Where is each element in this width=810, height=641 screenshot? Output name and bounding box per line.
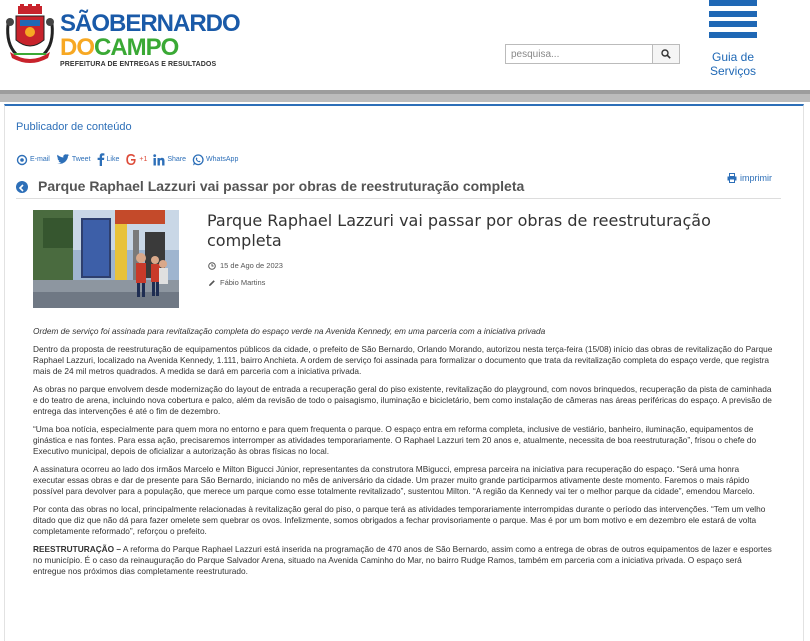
guia-label-line1: Guia de	[711, 50, 755, 64]
pencil-icon	[208, 279, 216, 287]
article-lead: Ordem de serviço foi assinada para revitalização completa do espaço verde na Avenida Kennedy, em uma parceria com a iniciativa privada	[33, 326, 546, 336]
whatsapp-icon	[192, 154, 204, 166]
share-google-plus[interactable]	[125, 154, 147, 166]
share-google-plus-label: +1	[139, 156, 148, 163]
share-email[interactable]	[16, 154, 50, 166]
print-label: imprimir	[740, 173, 772, 183]
logo-tagline: PREFEITURA DE ENTREGAS E RESULTADOS	[60, 61, 217, 68]
logo-do: DO	[60, 34, 94, 61]
article-thumbnail[interactable]	[33, 210, 179, 308]
clock-icon	[208, 262, 216, 270]
search-button[interactable]	[653, 44, 680, 64]
portlet-title: Publicador de conteúdo	[16, 121, 132, 133]
guia-label-line2: Serviços	[709, 64, 756, 78]
article-title: Parque Raphael Lazzuri vai passar por obras de reestruturação completa	[207, 211, 711, 250]
article-body	[33, 326, 773, 584]
back-arrow-icon[interactable]	[16, 181, 28, 193]
share-linkedin-label: Share	[167, 156, 187, 163]
header-divider	[0, 90, 810, 102]
twitter-icon	[56, 154, 70, 165]
article-author	[208, 278, 265, 287]
search-input[interactable]	[505, 44, 653, 64]
google-plus-icon	[125, 154, 137, 166]
facebook-icon	[97, 153, 105, 166]
logo-campo: CAMPO	[94, 34, 179, 61]
article-paragraph: As obras no parque envolvem desde modernização do layout de entrada a recuperação geral do piso existente, revitalização do playground, com novos brinquedos, recuperação da pista de caminhada e do teatro de arena, incluindo nova cobertura e palco, além da revisão de todo o paisagismo, iluminação e bicicletário, bem como instalação de câmeras nas áreas periféricas do espaço. A previsão de entrega das intervenções é até o fim de dezembro.	[33, 384, 772, 416]
logo-sao-bernardo: SÃOBERNARDO	[60, 10, 240, 37]
email-icon	[16, 154, 28, 166]
print-link[interactable]	[727, 173, 772, 183]
guia-de-servicos-link[interactable]	[706, 0, 760, 78]
article-paragraph-restruct	[33, 544, 773, 577]
article-paragraph: “Uma boa notícia, especialmente para quem mora no entorno e para quem frequenta o parque. O espaço entra em reforma completa, inclusive de vestiário, banheiro, iluminação, equipamentos de ginástica e nas fontes. Para essa ação, precisaremos interromper as atividades temporariamente. O Raphael Lazzuri tem 20 anos e, atualmente, necessita de boa reestruturação”, frisou o chefe do Executivo municipal, depois de oficializar a autorização às obras físicas no local.	[33, 424, 757, 456]
title-divider	[16, 198, 781, 199]
article-date-text: 15 de Ago de 2023	[220, 261, 283, 270]
share-twitter[interactable]	[56, 154, 91, 165]
menu-icon	[709, 0, 757, 38]
share-whatsapp-label: WhatsApp	[206, 156, 239, 163]
share-bar	[16, 153, 238, 166]
share-facebook[interactable]	[97, 153, 120, 166]
share-twitter-label: Tweet	[71, 156, 91, 163]
linkedin-icon	[153, 154, 165, 166]
search-form	[505, 44, 680, 64]
article-paragraph: A assinatura ocorreu ao lado dos irmãos Marcelo e Milton Bigucci Júnior, representantes da construtora MBigucci, empresa parceira na iniciativa para recuperação do espaço. “Será uma honra executar essas obras e dar de presente para São Bernardo, iniciando no mês de aniversário da cidade. Um prazer muito grande participarmos ativamente deste momento. Faremos o mais rápido possível para devolver para a população, que merece um parque como esse totalmente revitalizado”, sustentou Milton. “A região da Kennedy vai ter o melhor parque da cidade”, emendou Marcelo.	[33, 464, 755, 496]
share-whatsapp[interactable]	[192, 154, 238, 166]
coat-of-arms-icon[interactable]	[4, 4, 56, 66]
site-logo[interactable]	[60, 12, 240, 68]
restruct-text: A reforma do Parque Raphael Lazzuri está inserida na programação de 470 anos de São Bernardo, assim como a entrega de obras de outros equipamentos de lazer e esportes no município. É o caso da reinauguração do Parque Salvador Arena, situado na Avenida Caminho do Mar, no bairro Rudge Ramos, também em parceria com a iniciativa privada. O espaço será entregue nos próximos dias completamente reestruturado.	[33, 544, 772, 576]
article-header-title: Parque Raphael Lazzuri vai passar por obras de reestruturação completa	[38, 178, 525, 194]
print-icon	[727, 173, 737, 183]
article-paragraph: Por conta das obras no local, principalmente relacionadas à revitalização geral do piso, o parque terá as atividades temporariamente interrompidas durante o período das intervenções. “Tem um velho ditado que diz que não dá para fazer omelete sem quebrar os ovos. Infelizmente, somos obrigados a fechar provisoriamente o parque. Mas é por um bom motivo e em dezembro ele estará de volta completamente reformado”, reforçou o prefeito.	[33, 504, 766, 536]
share-linkedin[interactable]	[153, 154, 186, 166]
search-icon	[661, 49, 671, 59]
restruct-label: REESTRUTURAÇÃO –	[33, 544, 122, 554]
article-date	[208, 261, 283, 270]
content-panel	[4, 104, 804, 641]
share-email-label: E-mail	[30, 156, 50, 163]
article-author-text: Fábio Martins	[220, 278, 266, 287]
site-header	[0, 0, 810, 90]
logo-do-campo	[60, 36, 240, 60]
article-paragraph: Dentro da proposta de reestruturação de equipamentos públicos da cidade, o prefeito de São Bernardo, Orlando Morando, autorizou nesta terça-feira (15/08) início das obras de revitalização do Parque Raphael Lazzuri, localizado na Avenida Kennedy, 1.111, bairro Anchieta. A ordem de serviço foi assinada para formalizar o documento que trata da revitalização completa do espaço verde, que registra mais de 24 mil metros quadrados. A medida se dará em parceria com a iniciativa privada.	[33, 344, 773, 376]
guia-de-servicos-label	[706, 50, 760, 78]
share-facebook-label: Like	[106, 156, 120, 163]
